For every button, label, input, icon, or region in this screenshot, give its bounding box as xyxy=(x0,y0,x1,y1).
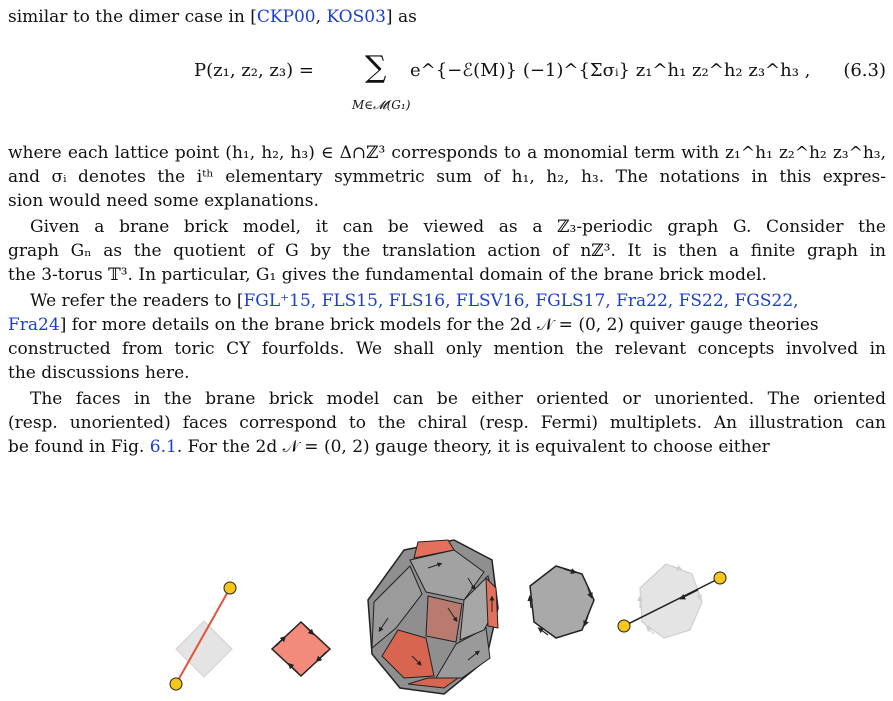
text-line-3: and σᵢ denotes the iᵗʰ elementary symmetric sum of h₁, h₂, h₃. The notations in this expres- xyxy=(8,167,886,187)
fermi-face-element xyxy=(170,582,236,690)
text-line-10: constructed from toric CY fourfolds. We shall only mention the relevant concepts involved in xyxy=(8,339,886,359)
figure-ref-link[interactable]: 6.1 xyxy=(149,437,177,457)
text-line-8: We refer the readers to [FGL⁺15, FLS15, FLS16, FLSV16, FGLS17, Fra22, FS22, FGS22, xyxy=(30,291,799,311)
citation-list[interactable]: FGL⁺15, FLS15, FLS16, FLSV16, FGLS17, Fra22, FS22, FGS22, xyxy=(243,291,799,311)
citation-link[interactable]: CKP00 xyxy=(256,7,316,27)
text-line-9: Fra24] for more details on the brane brick models for the 2d 𝒩 = (0, 2) quiver gauge theories xyxy=(8,315,819,335)
oriented-hexagon-face xyxy=(530,566,594,638)
text-line-11: the discussions here. xyxy=(8,363,190,383)
text-line-13: (resp. unoriented) faces correspond to the chiral (resp. Fermi) multiplets. An illustration can xyxy=(8,413,886,433)
equation-rhs: e^{−ℰ(M)} (−1)^{Σσᵢ} z₁^h₁ z₂^h₂ z₃^h₃ , xyxy=(410,60,811,81)
equation-6-3 xyxy=(8,42,886,124)
text-line-12: The faces in the brane brick model can be either oriented or unoriented. The oriented xyxy=(30,389,886,409)
text-line-14: be found in Fig. 6.1. For the 2d 𝒩 = (0, 2) gauge theory, it is equivalent to choose either xyxy=(8,437,770,457)
sum-subscript: M∈𝓜(G₁) xyxy=(352,98,411,112)
chiral-face-element xyxy=(272,622,330,676)
equation-number: (6.3) xyxy=(843,60,886,81)
citation-link[interactable]: KOS03 xyxy=(326,7,386,27)
text-line-5: Given a brane brick model, it can be viewed as a ℤ₃-periodic graph G. Consider the xyxy=(30,217,886,237)
figure-6-1-illustration xyxy=(8,538,886,701)
text-line-4: sion would need some explanations. xyxy=(8,191,319,211)
equation-lhs: P(z₁, z₂, z₃) = xyxy=(194,60,314,81)
unoriented-hexagon-face xyxy=(618,564,726,638)
sum-symbol: ∑ xyxy=(365,50,387,85)
text-line-7: the 3-torus 𝕋³. In particular, G₁ gives the fundamental domain of the brane brick model. xyxy=(8,265,767,285)
text-line-6: graph Gₙ as the quotient of G by the translation action of nℤ³. It is then a finite graph in xyxy=(8,241,886,261)
text-line-2: where each lattice point (h₁, h₂, h₃) ∈ Δ∩ℤ³ corresponds to a monomial term with z₁^h₁ z₂^h₂ z₃^h₃, xyxy=(8,143,886,163)
citation-link[interactable]: Fra24 xyxy=(8,315,60,335)
text-line-1: similar to the dimer case in [CKP00, KOS03] as xyxy=(8,7,417,27)
brane-brick-polytope xyxy=(368,540,498,694)
